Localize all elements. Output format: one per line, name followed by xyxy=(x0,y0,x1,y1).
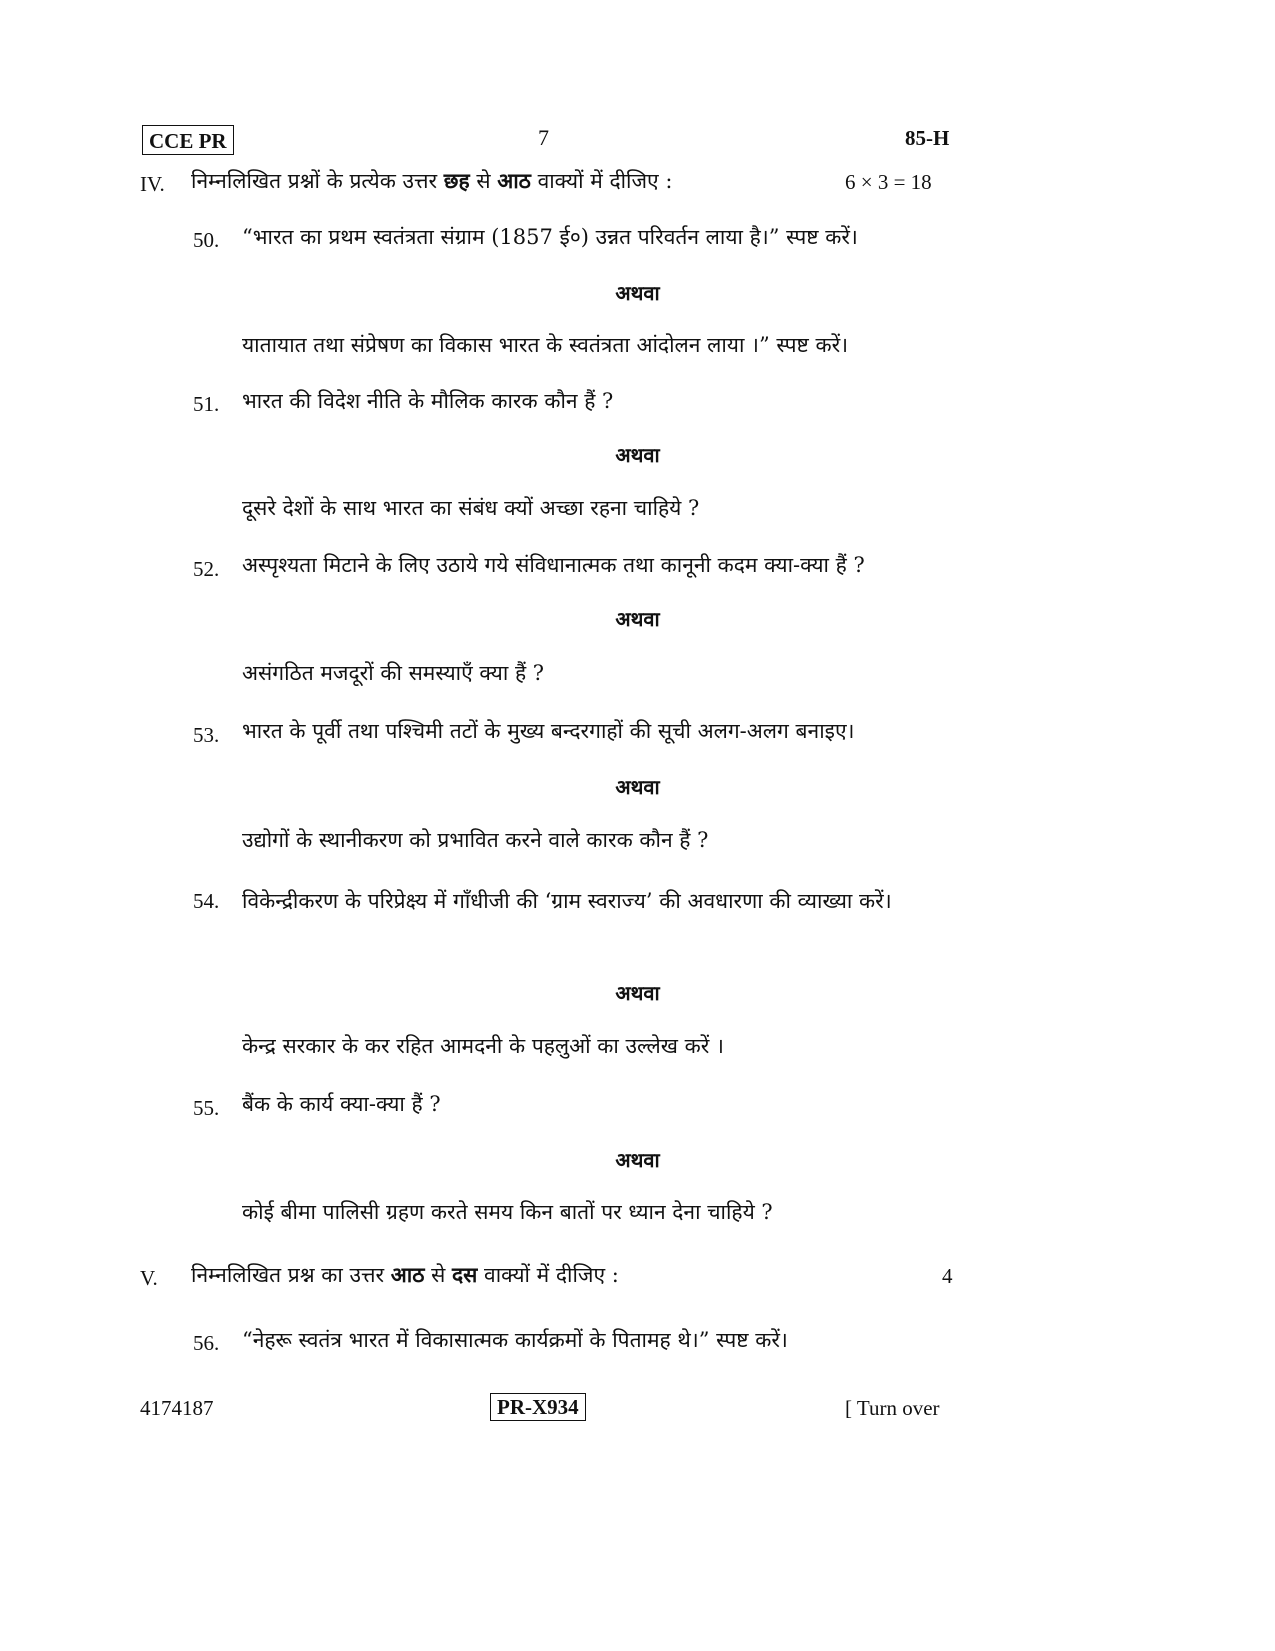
or-label-53: अथवा xyxy=(615,775,660,799)
section-iv-instruction-bold-1: छह xyxy=(443,168,470,193)
section-iv-marks: 6 × 3 = 18 xyxy=(845,170,932,194)
question-text-56: “नेहरू स्वतंत्र भारत में विकासात्मक कार्यक्रमों के पितामह थे।” स्पष्ट करें। xyxy=(242,1328,788,1352)
section-iv-numeral: IV. xyxy=(140,172,165,196)
footer-center-code: PR-X934 xyxy=(490,1393,586,1421)
or-label-51: अथवा xyxy=(615,443,660,467)
page-number: 7 xyxy=(538,125,549,150)
or-label-50: अथवा xyxy=(615,281,660,305)
question-alt-53: उद्योगों के स्थानीकरण को प्रभावित करने वाले कारक कौन हैं ? xyxy=(242,828,709,852)
section-iv-instruction-part-c: वाक्यों में दीजिए : xyxy=(530,169,673,193)
question-number-55: 55. xyxy=(193,1096,220,1120)
section-v-numeral: V. xyxy=(140,1266,158,1290)
question-text-52: अस्पृश्यता मिटाने के लिए उठाये गये संविधानात्मक तथा कानूनी कदम क्या-क्या हैं ? xyxy=(242,553,865,577)
or-label-55: अथवा xyxy=(615,1148,660,1172)
question-text-53: भारत के पूर्वी तथा पश्चिमी तटों के मुख्य बन्दरगाहों की सूची अलग-अलग बनाइए। xyxy=(242,719,855,743)
section-iv-instruction-part-b: से xyxy=(469,169,498,193)
section-v-instruction-bold-1: आठ xyxy=(390,1262,425,1287)
question-alt-52: असंगठित मजदूरों की समस्याएँ क्या हैं ? xyxy=(242,661,545,685)
question-number-53: 53. xyxy=(193,723,220,747)
section-iv-instruction-bold-2: आठ xyxy=(497,168,531,193)
header-left-code: CCE PR xyxy=(142,125,234,155)
section-v-instruction-part-a: निम्नलिखित प्रश्न का उत्तर xyxy=(191,1263,391,1287)
question-text-50: “भारत का प्रथम स्वतंत्रता संग्राम (1857 ई०) उन्नत परिवर्तन लाया है।” स्पष्ट करें। xyxy=(242,225,858,249)
section-iv-instruction-part-a: निम्नलिखित प्रश्नों के प्रत्येक उत्तर xyxy=(191,169,444,193)
question-alt-51: दूसरे देशों के साथ भारत का संबंध क्यों अच्छा रहना चाहिये ? xyxy=(242,496,700,520)
question-text-54: विकेन्द्रीकरण के परिप्रेक्ष्य में गाँधीजी की ‘ग्राम स्वराज्य’ की अवधारणा की व्याख्या करें। xyxy=(242,889,892,913)
question-alt-50: यातायात तथा संप्रेषण का विकास भारत के स्वतंत्रता आंदोलन लाया ।” स्पष्ट करें। xyxy=(242,333,849,357)
section-v-marks: 4 xyxy=(942,1264,953,1288)
question-number-56: 56. xyxy=(193,1331,220,1355)
question-text-55: बैंक के कार्य क्या-क्या हैं ? xyxy=(242,1092,441,1116)
question-number-51: 51. xyxy=(193,392,220,416)
or-label-54: अथवा xyxy=(615,981,660,1005)
question-alt-55: कोई बीमा पालिसी ग्रहण करते समय किन बातों पर ध्यान देना चाहिये ? xyxy=(242,1200,773,1224)
section-v-instruction-part-c: वाक्यों में दीजिए : xyxy=(477,1263,619,1287)
question-number-52: 52. xyxy=(193,557,220,581)
footer-left-code: 4174187 xyxy=(140,1396,214,1420)
question-number-50: 50. xyxy=(193,228,220,252)
section-iv-instruction xyxy=(191,166,672,196)
or-label-52: अथवा xyxy=(615,607,660,631)
section-v-instruction-bold-2: दस xyxy=(451,1262,478,1287)
section-v-instruction xyxy=(191,1260,619,1290)
header-right-code: 85-H xyxy=(905,126,950,150)
question-alt-54: केन्द्र सरकार के कर रहित आमदनी के पहलुओं का उल्लेख करें । xyxy=(242,1034,724,1058)
question-text-51: भारत की विदेश नीति के मौलिक कारक कौन हैं ? xyxy=(242,389,614,413)
question-number-54: 54. xyxy=(193,889,220,913)
footer-turn-over: [ Turn over xyxy=(845,1396,940,1420)
section-v-instruction-part-b: से xyxy=(424,1263,452,1287)
